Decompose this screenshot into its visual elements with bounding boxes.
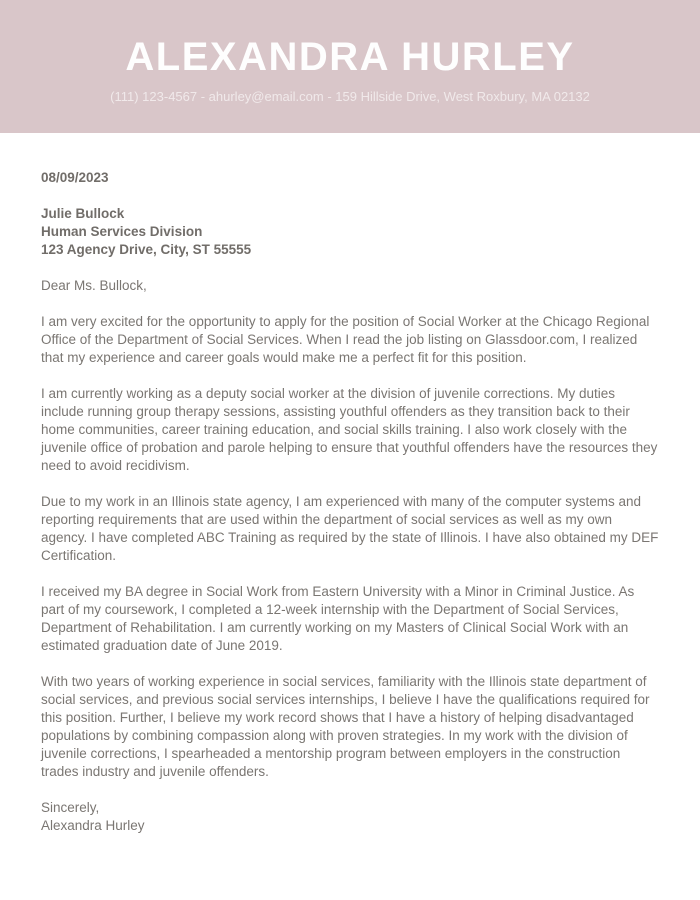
recipient-address: 123 Agency Drive, City, ST 55555 (41, 242, 252, 257)
letter-paragraph-qualifications: With two years of working experience in social services, familiarity with the Illinois state department of social services, and previous social services internships, I believe I have the qualifications required for this position. Further, I believe my work record shows that I have a history of helping disadvantaged populations by combining compassion along with proven strategies. In my work with the division of juvenile corrections, I spearheaded a mentorship program between employers in the construction trades industry and juvenile offenders. (41, 674, 650, 779)
recipient-block (41, 205, 659, 259)
letter-paragraph-intro: I am very excited for the opportunity to apply for the position of Social Worker at the Chicago Regional Office of the Department of Social Services. When I read the job listing on Glassdoor.com, I realized that my experience and career goals would make me a perfect fit for this position. (41, 314, 650, 365)
candidate-name: ALEXANDRA HURLEY (125, 35, 575, 79)
salutation: Dear Ms. Bullock, (41, 278, 147, 293)
letter-paragraph-education: I received my BA degree in Social Work from Eastern University with a Minor in Criminal Justice. As part of my coursework, I completed a 12-week internship with the Department of Social Services, Department of Rehabilitation. I am currently working on my Masters of Clinical Social Work with an estimated graduation date of June 2019. (41, 584, 635, 653)
letter-body (0, 133, 700, 835)
letter-paragraph-current-role: I am currently working as a deputy social worker at the division of juvenile corrections. My duties include running group therapy sessions, assisting youthful offenders as they transition back to their home communities, career training education, and social skills training. I also work closely with the juvenile office of probation and parole helping to ensure that youthful offenders have the resources they need to avoid recidivism. (41, 386, 658, 473)
recipient-organization: Human Services Division (41, 224, 203, 239)
closing-salutation: Sincerely, (41, 800, 100, 815)
letter-paragraph-experience: Due to my work in an Illinois state agency, I am experienced with many of the computer systems and reporting requirements that are used within the department of social services as well as my own agency. I have completed ABC Training as required by the state of Illinois. I have also obtained my DEF Certification. (41, 494, 659, 563)
contact-info-line: (111) 123-4567 - ahurley@email.com - 159 Hillside Drive, West Roxbury, MA 02132 (110, 89, 590, 104)
recipient-name: Julie Bullock (41, 206, 125, 221)
closing-block (41, 799, 659, 835)
signature-name: Alexandra Hurley (41, 818, 145, 833)
letter-header (0, 0, 700, 133)
letter-date: 08/09/2023 (41, 170, 109, 185)
